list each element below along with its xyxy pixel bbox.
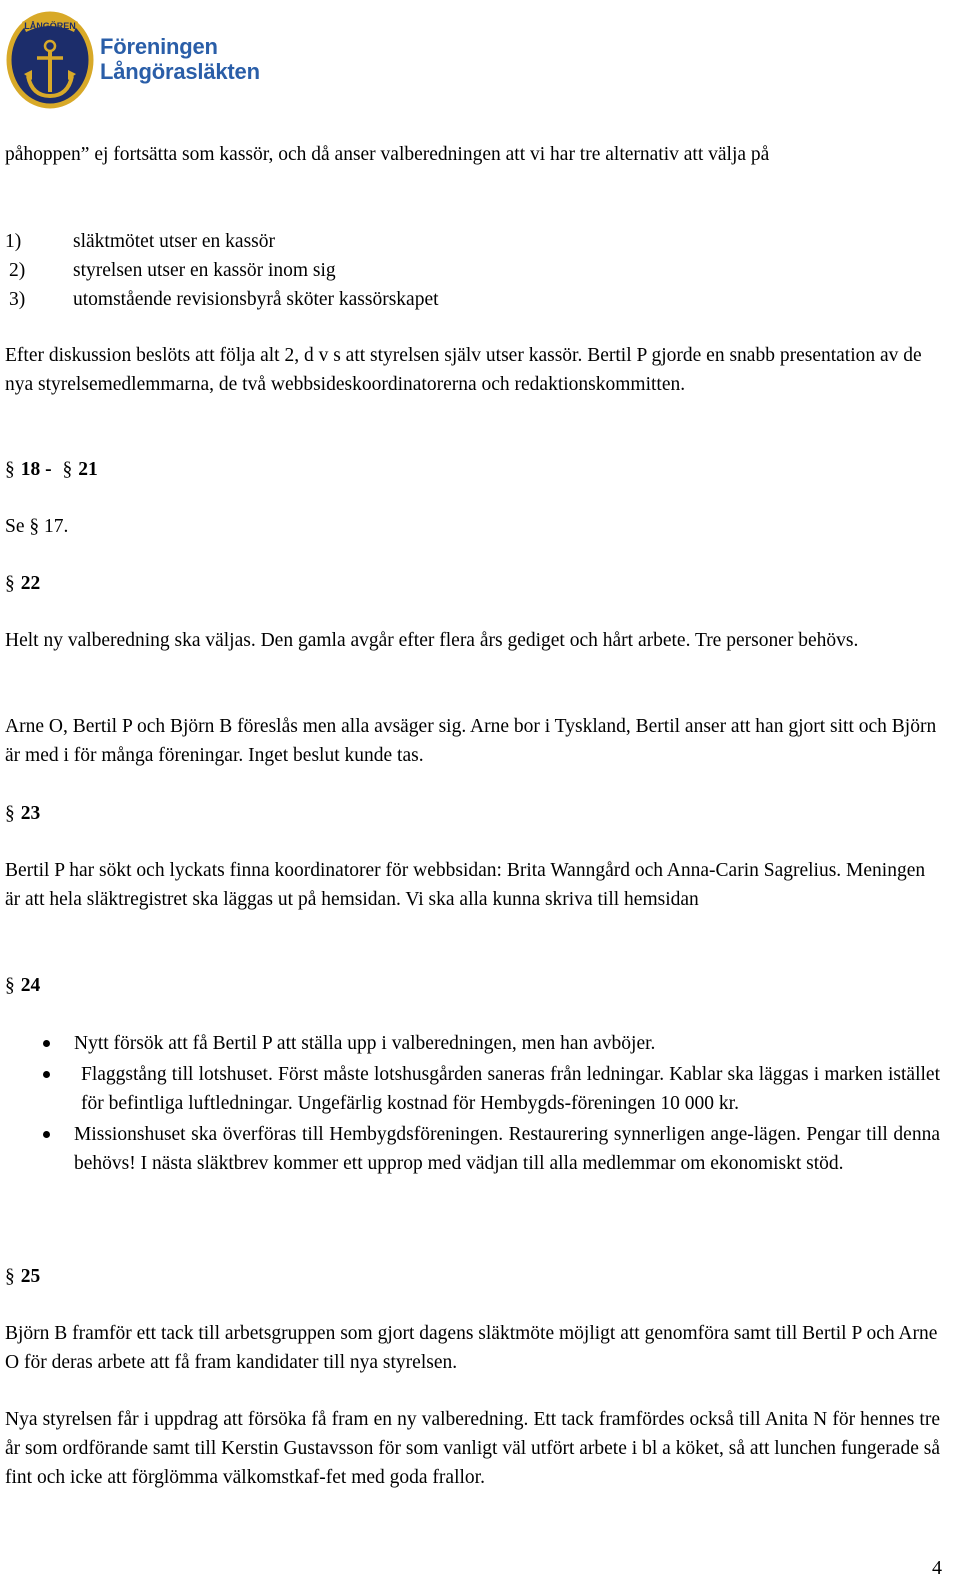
section-symbol: § [5, 459, 15, 480]
list-item [5, 1060, 940, 1118]
alternative-number: 1) [5, 231, 22, 252]
section-25-paragraph-1: Björn B framför ett tack till arbetsgruppen som gjort dagens släktmöte möjligt att genomföra samt till Bertil P och Arne O för deras arbete att få fram kandidater till nya styrelsen. [5, 1323, 938, 1373]
alternative-item-3 [9, 285, 439, 314]
logo-wordmark [100, 34, 260, 84]
section-heading-23 [5, 799, 940, 828]
section-symbol: § [5, 573, 15, 594]
section-symbol: § [5, 1266, 15, 1287]
alternative-text: släktmötet utser en kassör [73, 231, 275, 252]
section-symbol: § [5, 975, 15, 996]
intro-paragraph: påhoppen” ej fortsätta som kassör, och då anser valberedningen att vi har tre alternativ att välja på [5, 144, 770, 165]
section-heading-22 [5, 569, 940, 598]
section-heading-24 [5, 971, 940, 1000]
logo-line-1: Föreningen [100, 34, 218, 59]
bullet-icon [43, 1040, 50, 1047]
emblem-icon [4, 4, 96, 110]
section-25-paragraph-2: Nya styrelsen får i uppdrag att försöka få fram en ny valberedning. Ett tack framfördes också till Anita N för hennes tre år som ordförande samt till Kerstin Gustavsson för som vanligt väl utfört arbete i bl a köket, så att lunchen fungerade så fint och icke att förglömma välkomstkaf-fet med goda frallor. [5, 1409, 940, 1488]
page-number: 4 [932, 1557, 942, 1579]
alternative-item-2 [9, 256, 336, 285]
section-22-paragraph-1: Helt ny valberedning ska väljas. Den gamla avgår efter flera års gediget och hårt arbete. Tre personer behövs. [5, 630, 859, 651]
section-symbol: § [5, 803, 15, 824]
alternative-number: 3) [9, 289, 26, 310]
list-item-text: Missionshuset ska överföras till Hembygdsföreningen. Restaurering synnerligen ange-lägen. Pengar till denna behövs! I nästa släktbrev kommer ett upprop med vädjan till alla medlemmar om ekonomiskt stöd. [74, 1124, 940, 1174]
bullet-icon [43, 1071, 50, 1078]
logo-line-2: Långörasläkten [100, 59, 260, 84]
list-item [5, 1120, 940, 1178]
section-18-21-text: Se § 17. [5, 516, 69, 537]
section-23-paragraph: Bertil P har sökt och lyckats finna koordinatorer för webbsidan: Brita Wanngård och Anna-Carin Sagrelius. Meningen är att hela släktregistret ska läggas ut på hemsidan. Vi ska alla kunna skriva till hemsidan [5, 860, 926, 910]
list-item-text: Nytt försök att få Bertil P att ställa upp i valberedningen, men han avböjer. [74, 1033, 656, 1054]
section-22-paragraph-2: Arne O, Bertil P och Björn B föreslås men alla avsäger sig. Arne bor i Tyskland, Bertil anser att han gjort sitt och Björn är med i för många föreningar. Inget beslut kunde tas. [5, 716, 937, 766]
alternative-text: utomstående revisionsbyrå sköter kassörskapet [73, 289, 439, 310]
decision-paragraph: Efter diskussion beslöts att följa alt 2, d v s att styrelsen själv utser kassör. Bertil P gjorde en snabb presentation av de nya styrelsemedlemmarna, de två webbsideskoordinatorerna och redaktionskommitten. [5, 345, 922, 395]
section-number: 25 [20, 1266, 41, 1287]
association-logo [4, 4, 304, 114]
section-heading-25 [5, 1262, 940, 1291]
section-number: 24 [20, 975, 41, 996]
section-heading-18-21 [5, 455, 940, 484]
list-item-text: Flaggstång till lotshuset. Först måste lotshusgården saneras från ledningar. Kablar ska läggas i marken istället för befintliga luftledningar. Ungefärlig kostnad för Hembygds-föreningen 10 000 kr. [81, 1064, 940, 1114]
section-symbol: § [62, 459, 73, 480]
alternative-item-1 [5, 227, 275, 256]
section-number: 21 [78, 459, 98, 480]
alternative-number: 2) [9, 260, 26, 281]
alternative-text: styrelsen utser en kassör inom sig [73, 260, 336, 281]
emblem-text: LÅNGÖREN [24, 21, 76, 31]
section-number: 22 [20, 573, 41, 594]
section-number: 23 [20, 803, 41, 824]
bullet-icon [43, 1131, 50, 1138]
list-item [5, 1029, 940, 1058]
section-24-bullet-list [5, 1029, 940, 1178]
section-number: 18 - [20, 459, 52, 480]
